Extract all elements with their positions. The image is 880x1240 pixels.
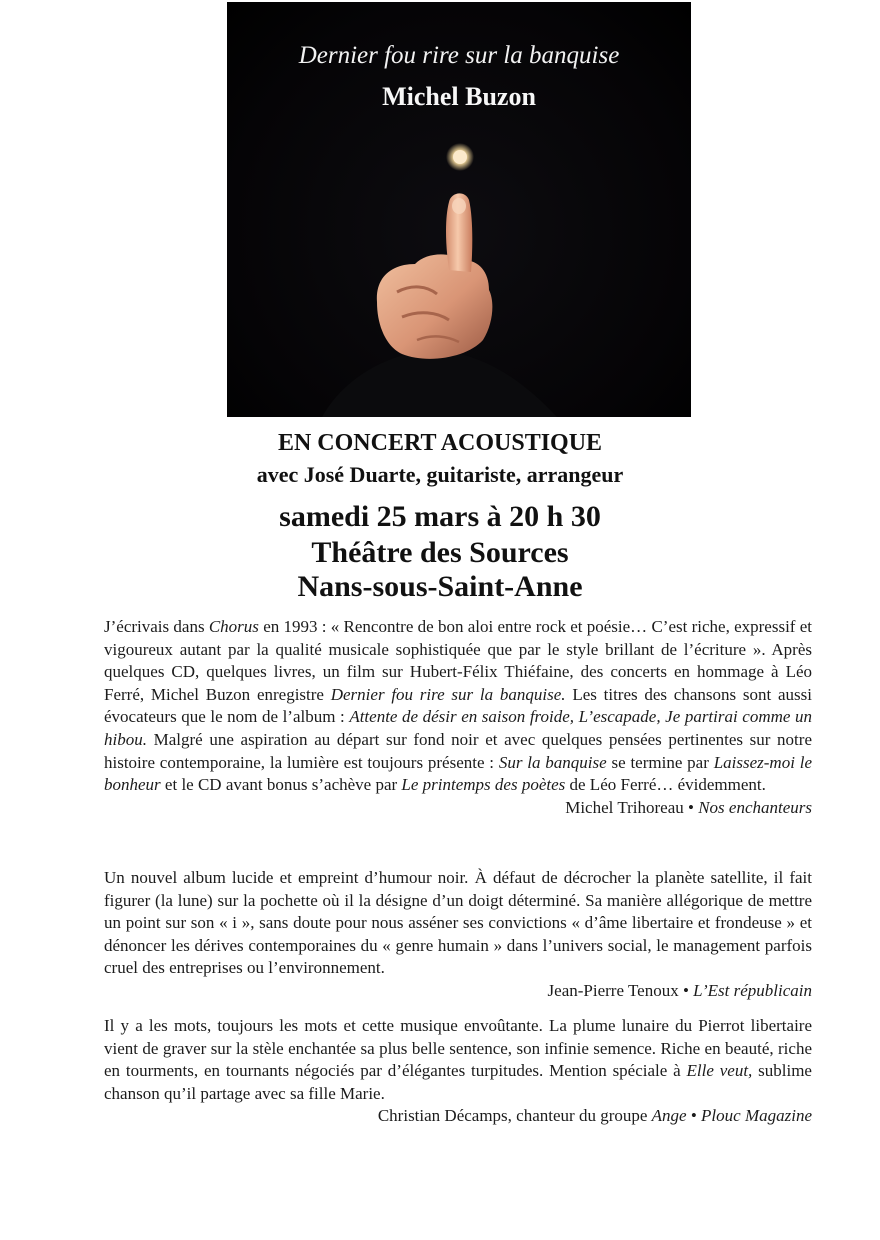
review-1-signature: Michel Trihoreau • Nos enchanteurs [565,797,812,817]
review-3 [104,1015,812,1128]
concert-heading: EN CONCERT ACOUSTIQUE [277,430,603,456]
album-cover [227,2,691,417]
concert-date: samedi 25 mars à 20 h 30 [279,500,601,533]
review-2 [104,867,812,1003]
review-2-signature: Jean-Pierre Tenoux • L’Est républicain [547,980,812,1000]
album-title: Dernier fou rire sur la banquise [298,42,620,69]
concert-venue: Théâtre des Sources [311,536,569,569]
review-3-text: Il y a les mots, toujours les mots et cette musique envoûtante. La plume lunaire du Pierrot libertaire vient de graver sur la stèle enchantée sa plus belle sentence, son infinie semence. Riche en beauté, riche en tourments, en tournants négociés par d’élégantes turpitudes. Mention spéciale à Elle veut, sublime chanson qu’il partage avec sa fille Marie. [104,1016,812,1103]
concert-town: Nans-sous-Saint-Anne [297,570,583,603]
moon-core [453,150,467,164]
fist-shape [377,254,493,358]
concert-guest: avec José Duarte, guitariste, arrangeur [256,462,624,487]
review-1-text: J’écrivais dans Chorus en 1993 : « Rencontre de bon aloi entre rock et poésie… C’est riche, expressif et vigoureux autant par la qualité musicale sophistiquée que par le style brillant de l’écriture ». Après quelques CD, quelques livres, un film sur Hubert-Félix Thiéfaine, des concerts en hommage à Léo Ferré, Michel Buzon enregistre Dernier fou rire sur la banquise. Les titres des chansons sont aussi évocateurs que le nom de l’album : Attente de désir en saison froide, L’escapade, Je partirai comme un hibou. Malgré une aspiration au départ sur fond noir et avec quelques pensées pertinentes sur notre histoire contemporaine, la lumière est toujours présente : Sur la banquise se termine par Laissez-moi le bonheur et le CD avant bonus s’achève par Le printemps des poètes de Léo Ferré… évidemment. [104,617,813,795]
review-3-signature: Christian Décamps, chanteur du groupe Ange • Plouc Magazine [377,1106,812,1126]
review-1 [104,616,812,819]
artist-name: Michel Buzon [382,82,536,111]
sleeve-shape [322,350,557,417]
review-2-text: Un nouvel album lucide et empreint d’humour noir. À défaut de décrocher la planète satellite, il fait figurer (la lune) sur la pochette où il la désigne d’un doigt déterminé. Sa manière allégorique de mettre un point sur son « i », sans doute pour nous asséner ses convictions « d’âme libertaire et frondeuse » et dénoncer les dérives contemporaines du « genre humain » dans l’univers social, le management parfois cruel des entreprises ou l’environnement. [104,868,812,978]
